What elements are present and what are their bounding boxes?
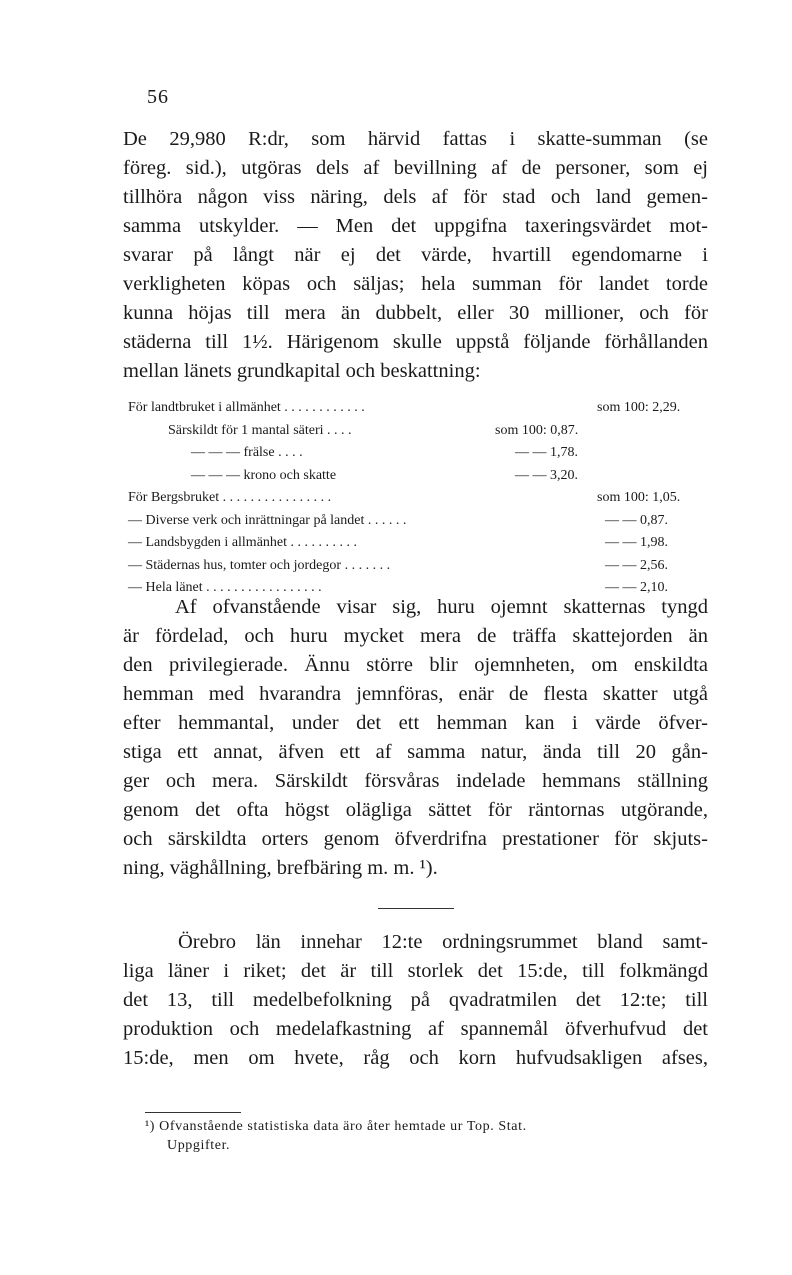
row-value: — — 3,20. — [515, 467, 578, 483]
text-line: är fördelad, och huru mycket mera de träffa skattejorden än — [123, 625, 708, 647]
section-divider — [378, 908, 454, 909]
text-line: 15:de, men om hvete, råg och korn hufvudsakligen afses, — [123, 1047, 708, 1069]
text-line: Af ofvanstående visar sig, huru ojemnt skatternas tyngd — [175, 596, 708, 618]
row-value: — — 0,87. — [605, 512, 668, 528]
text-line: hemman med hvarandra jemnföras, enär de flesta skatter utgå — [123, 683, 708, 705]
row-label: Särskildt för 1 mantal säteri . . . . — [168, 422, 352, 438]
text-line: efter hemmantal, under det ett hemman kan i värde öfver- — [123, 712, 708, 734]
row-value: som 100: 0,87. — [495, 422, 579, 438]
text-line: svarar på långt när ej det värde, hvartill egendomarne i — [123, 244, 708, 266]
row-label: För landtbruket i allmänhet . . . . . . . . . . . . — [128, 400, 365, 415]
ratio-table — [123, 397, 708, 600]
footnote-divider — [145, 1112, 241, 1113]
table-row — [123, 510, 708, 533]
text-line: genom det ofta högst olägliga sättet för räntornas utgörande, — [123, 799, 708, 821]
text-line: stiga ett annat, äfven ett af samma natur, ända till 20 gån- — [123, 741, 708, 763]
text-line: verkligheten köpas och säljas; hela summan för landet torde — [123, 273, 708, 295]
row-label: — — — frälse . . . . — [191, 445, 303, 460]
paragraph-3 — [123, 928, 708, 1073]
text-line: städerna till 1½. Härigenom skulle uppstå följande förhållanden — [123, 331, 708, 353]
table-row — [123, 420, 708, 443]
text-line: och särskildta orters genom öfverdrifna prestationer för skjuts- — [123, 828, 708, 850]
footnote — [145, 1117, 710, 1155]
paragraph-2 — [123, 593, 708, 883]
footnote-line: ¹) Ofvanstående statistiska data äro åter hemtade ur Top. Stat. — [145, 1119, 527, 1134]
row-value: som 100: 2,29. — [597, 400, 681, 415]
text-line: produktion och medelafkastning af spannemål öfverhufvud det — [123, 1018, 708, 1040]
text-line: det 13, till medelbefolkning på qvadratmilen det 12:te; till — [123, 989, 708, 1011]
row-label: För Bergsbruket . . . . . . . . . . . . . . . . — [128, 490, 332, 505]
footnote-line: Uppgifter. — [167, 1138, 231, 1153]
text-line: ning, väghållning, brefbäring m. m. ¹). — [123, 857, 438, 879]
table-row — [123, 465, 708, 488]
row-label: — Städernas hus, tomter och jordegor . . . . . . . — [128, 557, 391, 573]
text-line: De 29,980 R:dr, som härvid fattas i skatte-summan (se — [123, 128, 708, 150]
row-value: — — 1,98. — [605, 535, 668, 550]
text-line: kunna höjas till mera än dubbelt, eller 30 millioner, och för — [123, 302, 708, 324]
row-label: — Hela länet . . . . . . . . . . . . . . . . . — [128, 580, 322, 595]
text-line: mellan länets grundkapital och beskattning: — [123, 360, 481, 382]
text-line: Örebro län innehar 12:te ordningsrummet bland samt- — [178, 931, 708, 953]
row-value: — — 1,78. — [515, 445, 578, 460]
row-label: — Landsbygden i allmänhet . . . . . . . . . . — [128, 535, 358, 550]
text-line: den privilegierade. Ännu större blir ojemnheten, om enskildta — [123, 654, 708, 676]
row-label: — — — krono och skatte — [191, 467, 337, 483]
row-value: som 100: 1,05. — [597, 490, 681, 505]
row-value: — — 2,10. — [605, 580, 668, 595]
row-value: — — 2,56. — [605, 557, 668, 573]
table-row — [123, 555, 708, 578]
table-row — [123, 487, 708, 510]
text-line: liga läner i riket; det är till storlek det 15:de, till folkmängd — [123, 960, 708, 982]
text-line: tillhöra någon viss näring, dels af för stad och land gemen- — [123, 186, 708, 208]
table-row — [123, 442, 708, 465]
paragraph-1 — [123, 125, 708, 386]
row-label: — Diverse verk och inrättningar på landet . . . . . . — [128, 512, 407, 528]
table-row — [123, 532, 708, 555]
page-number: 56 — [147, 86, 169, 108]
text-line: ger och mera. Särskildt försvåras indelade hemmans ställning — [123, 770, 708, 792]
table-row — [123, 397, 708, 420]
text-line: samma utskylder. — Men det uppgifna taxeringsvärdet mot- — [123, 215, 708, 237]
text-line: föreg. sid.), utgöras dels af bevillning af de personer, som ej — [123, 157, 708, 179]
